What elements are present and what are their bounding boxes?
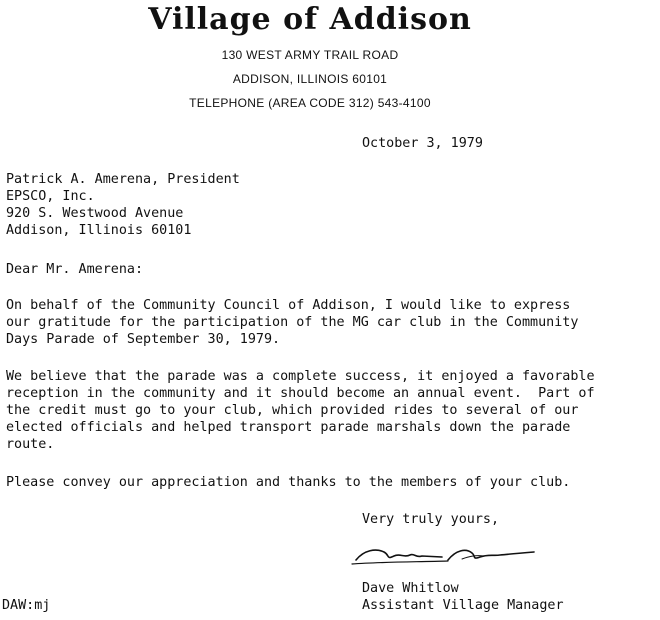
body-line: Days Parade of September 30, 1979. [6,332,281,347]
recipient-name: Patrick A. Amerena, President [6,172,240,187]
body-line: our gratitude for the participation of the MG car club in the Community [6,315,579,330]
signer-title: Assistant Village Manager [362,598,564,613]
body-line: reception in the community and it should become an annual event. Part of [6,386,595,401]
reference-initials: DAW:mj [2,598,51,613]
closing: Very truly yours, [362,512,500,527]
letterhead-address: 130 WEST ARMY TRAIL ROAD [221,48,399,62]
recipient-city: Addison, Illinois 60101 [6,223,192,238]
letterhead-title: Village of Addison [148,2,472,37]
salutation: Dear Mr. Amerena: [6,262,144,277]
body-line: On behalf of the Community Council of Addison, I would like to express [6,298,571,313]
body-line: the credit must go to your club, which provided rides to several of our [6,403,579,418]
body-line: route. [6,437,55,452]
recipient-company: EPSCO, Inc. [6,189,95,204]
letterhead-city: ADDISON, ILLINOIS 60101 [232,72,388,86]
handwritten-signature [350,540,540,570]
letterhead-telephone: TELEPHONE (AREA CODE 312) 543-4100 [189,96,431,110]
body-line: elected officials and helped transport parade marshals down the parade [6,420,571,435]
letter-date: October 3, 1979 [362,136,483,151]
body-line: We believe that the parade was a complete success, it enjoyed a favorable [6,369,595,384]
recipient-street: 920 S. Westwood Avenue [6,206,184,221]
signer-name: Dave Whitlow [362,581,459,596]
body-line: Please convey our appreciation and thanks to the members of your club. [6,475,571,490]
